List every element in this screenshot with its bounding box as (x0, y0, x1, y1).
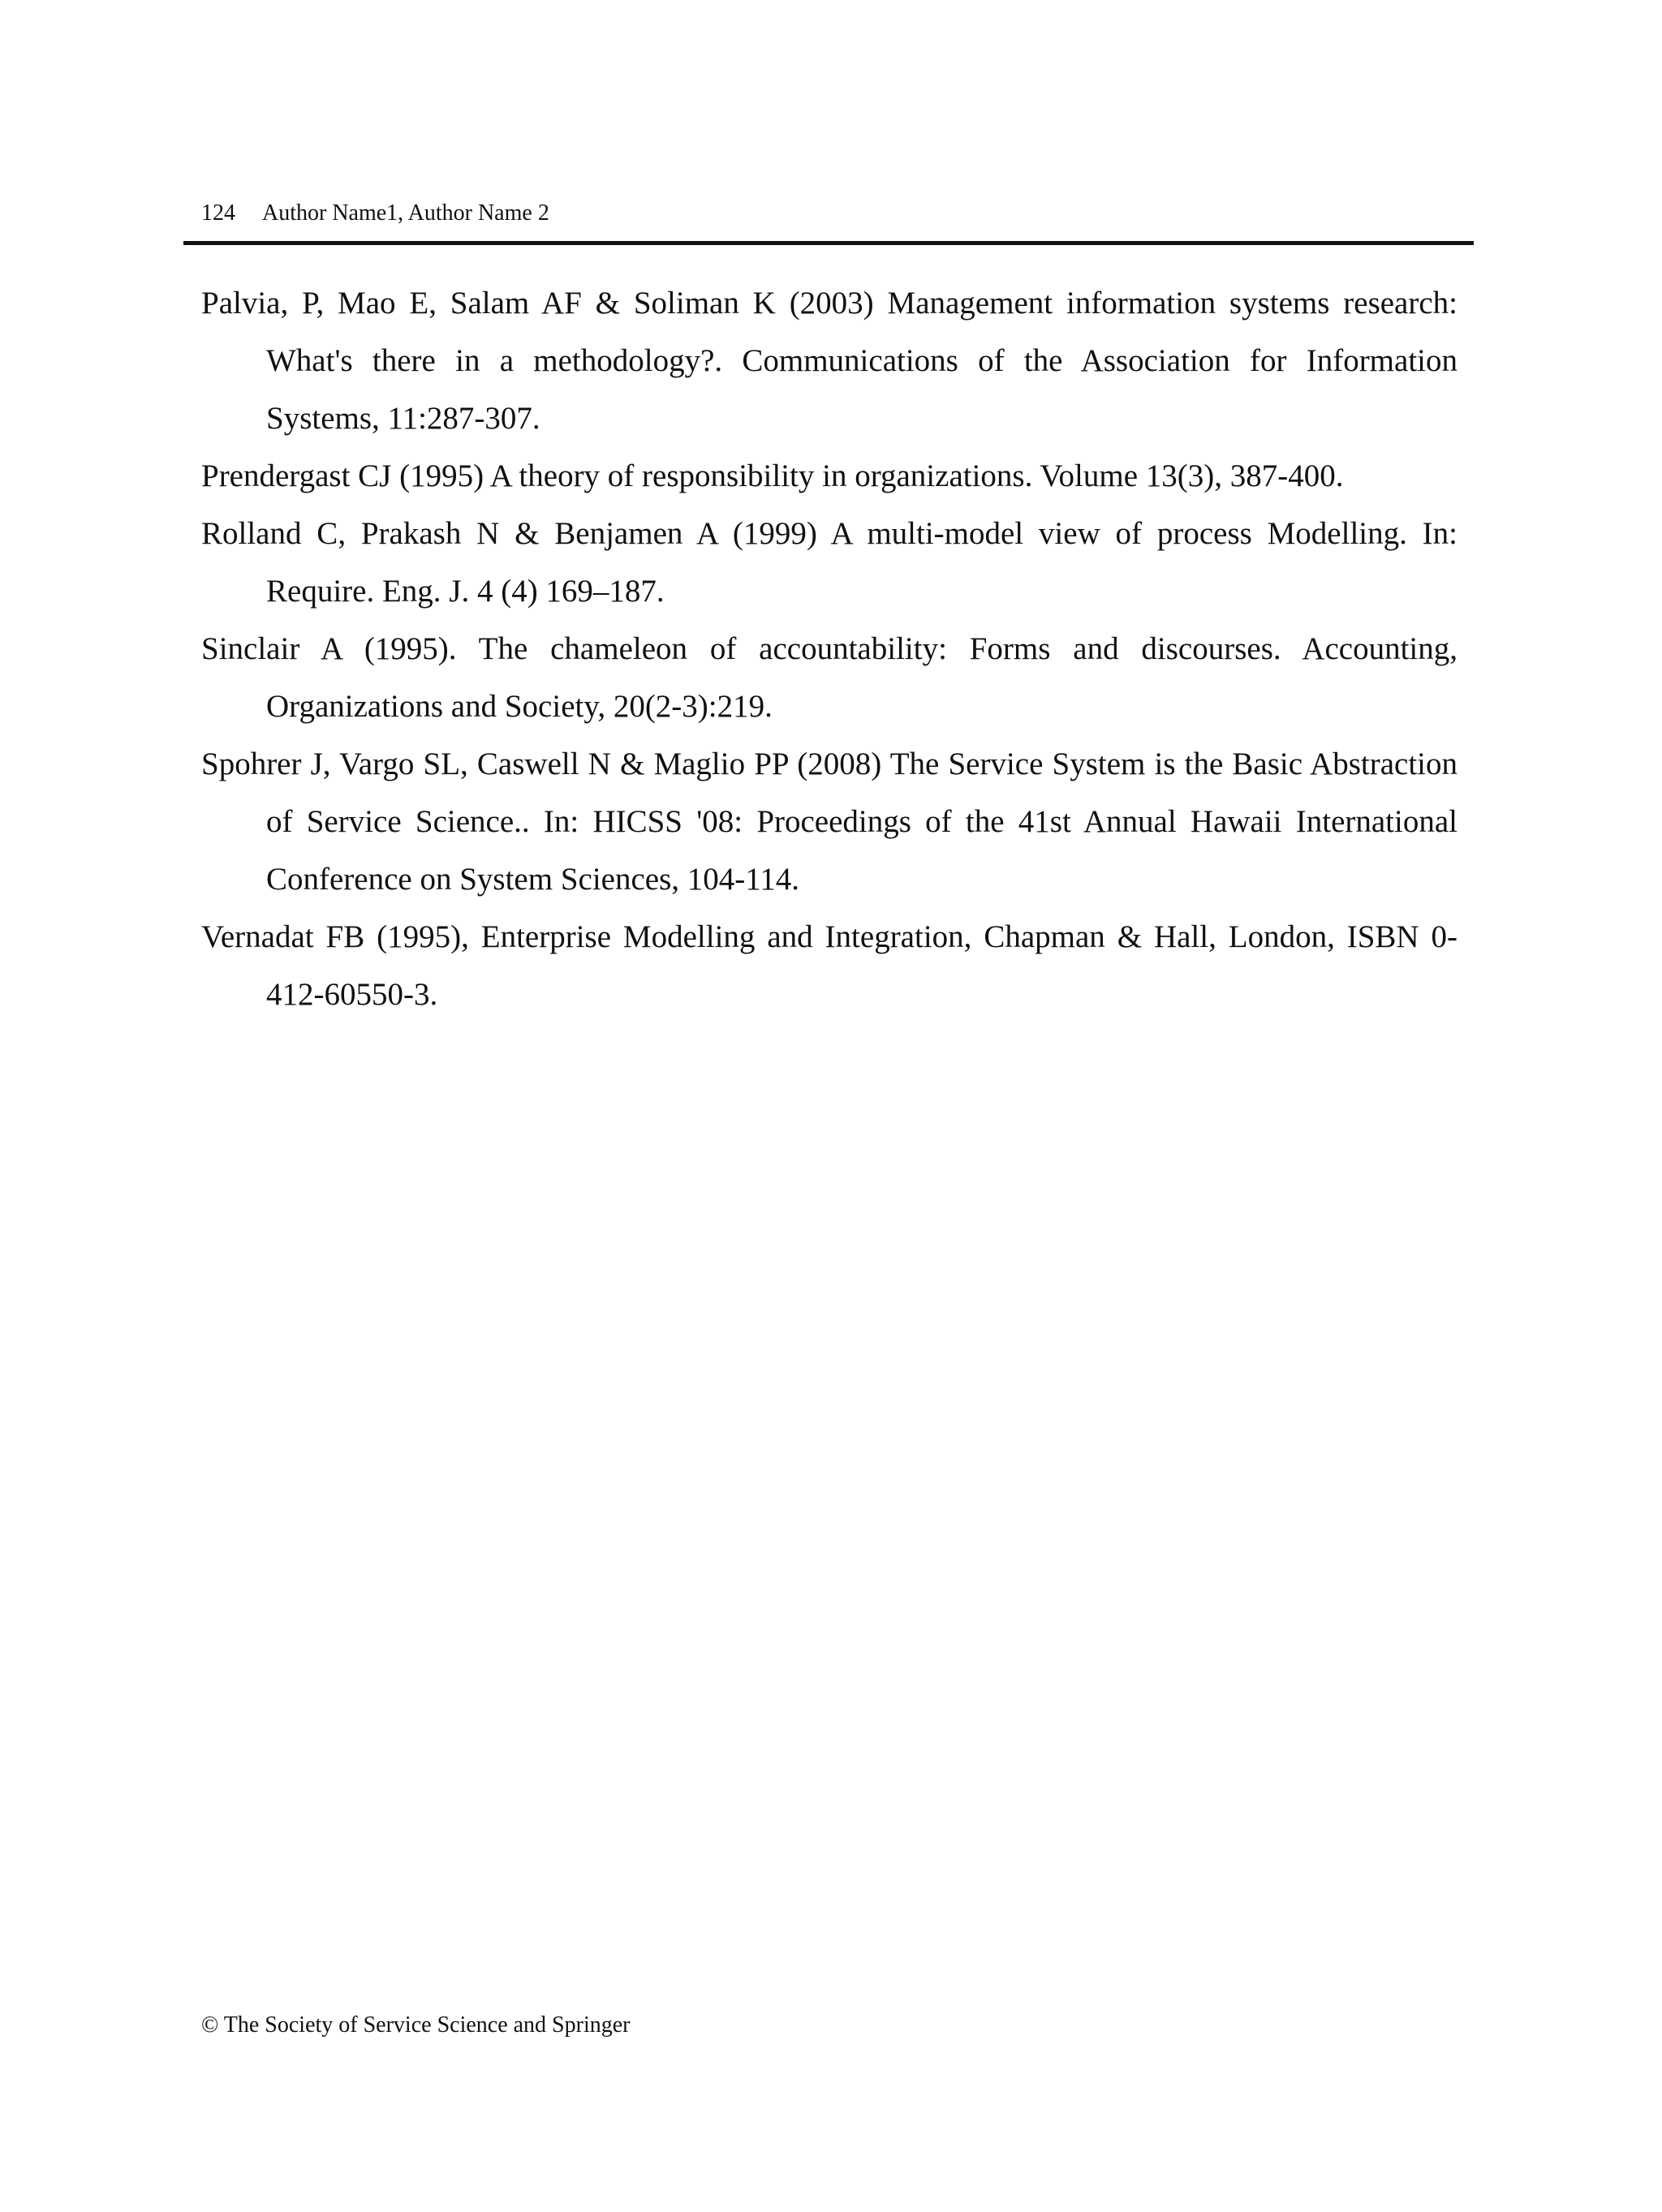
reference-item: Spohrer J, Vargo SL, Caswell N & Maglio PP (2008) The Service System is the Basic Abstraction of Service Science.. In: HICSS '08: Proceedings of the 41st Annual Hawaii International Conference on System Sciences, 104-114. (201, 747, 1457, 897)
page-number: 124 (201, 200, 235, 226)
page-header (201, 200, 1472, 227)
reference-item: Prendergast CJ (1995) A theory of responsibility in organizations. Volume 13(3), 387-400. (201, 458, 1344, 493)
header-rule (183, 241, 1474, 245)
copyright-footer: © The Society of Service Science and Springer (201, 2012, 631, 2038)
reference-item: Rolland C, Prakash N & Benjamen A (1999) A multi-model view of process Modelling. In: Require. Eng. J. 4 (4) 169–187. (201, 516, 1457, 609)
running-head-authors: Author Name1, Author Name 2 (262, 200, 549, 226)
reference-list (201, 274, 1457, 1023)
reference-item: Palvia, P, Mao E, Salam AF & Soliman K (2003) Management information systems research: What's there in a methodology?. Communications of the Association for Information Systems, 11:287-307. (201, 286, 1457, 436)
reference-item: Sinclair A (1995). The chameleon of accountability: Forms and discourses. Accounting, Organizations and Society, 20(2-3):219. (201, 631, 1457, 724)
reference-item: Vernadat FB (1995), Enterprise Modelling and Integration, Chapman & Hall, London, ISBN 0-412-60550-3. (201, 919, 1457, 1012)
